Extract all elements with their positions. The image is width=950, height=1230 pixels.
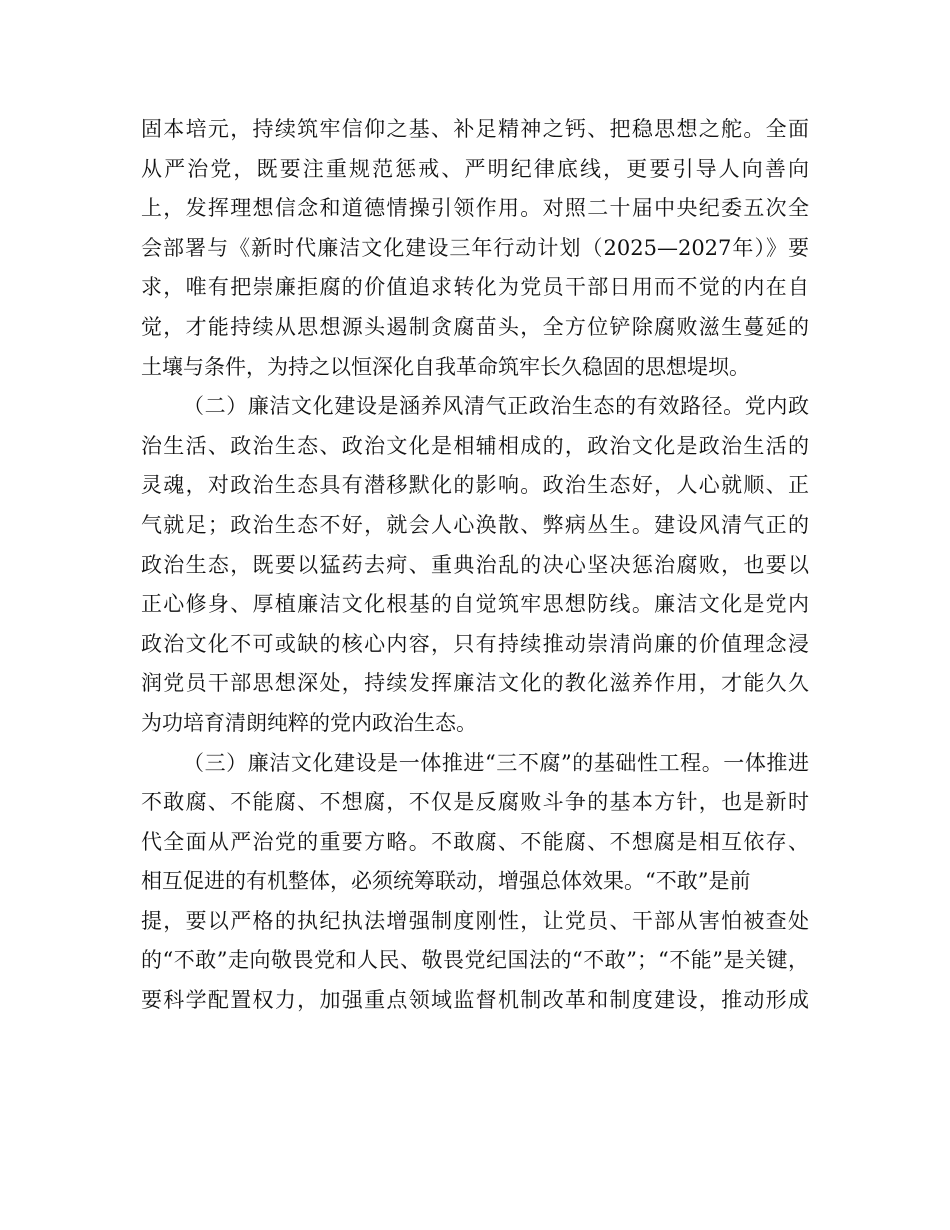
text-line: 提，要以严格的执纪执法增强制度刚性，让党员、干部从害怕被查处 [141,908,809,933]
text-line: 土壤与条件，为持之以恒深化自我革命筑牢长久稳固的思想堤坝。 [141,354,750,379]
text-line: 会部署与《新时代廉洁文化建设三年行动计划（2025—2027年）》要 [141,235,809,260]
text-line: 不敢腐、不能腐、不想腐，不仅是反腐败斗争的基本方针，也是新时 [141,790,809,815]
text-line: 求，唯有把崇廉拒腐的价值追求转化为党员干部日用而不觉的内在自 [141,275,809,300]
text-line: 上，发挥理想信念和道德情操引领作用。对照二十届中央纪委五次全 [141,196,809,221]
text-line: 固本培元，持续筑牢信仰之基、补足精神之钙、把稳思想之舵。全面 [141,117,809,141]
text-line: 灵魂，对政治生态具有潜移默化的影响。政治生态好，人心就顺、正 [141,473,809,498]
section-heading-line: （二）廉洁文化建设是涵养风清气正政治生态的有效路径。党内政 [183,394,809,419]
text-line: 政治文化不可或缺的核心内容，只有持续推动崇清尚廉的价值理念浸 [141,631,809,656]
text-line: 的“不敢”走向敬畏党和人民、敬畏党纪国法的“不敢”；“不能”是关键， [141,948,809,973]
document-body [141,110,809,1021]
text-line: 治生活、政治生态、政治文化是相辅相成的，政治文化是政治生活的 [141,433,809,458]
text-line: 正心修身、厚植廉洁文化根基的自觉筑牢思想防线。廉洁文化是党内 [141,592,809,617]
text-line: 从严治党，既要注重规范惩戒、严明纪律底线，更要引导人向善向 [141,156,809,181]
text-line: 气就足；政治生态不好，就会人心涣散、弊病丛生。建设风清气正的 [141,512,809,537]
text-line: 要科学配置权力，加强重点领域监督机制改革和制度建设，推动形成 [141,988,809,1013]
text-line: 政治生态，既要以猛药去疴、重典治乱的决心坚决惩治腐败，也要以 [141,552,809,577]
text-line: 觉，才能持续从思想源头遏制贪腐苗头，全方位铲除腐败滋生蔓延的 [141,314,809,339]
text-line: 为功培育清朗纯粹的党内政治生态。 [141,710,477,735]
text-line: 润党员干部思想深处，持续发挥廉洁文化的教化滋养作用，才能久久 [141,671,809,696]
text-line: 相互促进的有机整体，必须统筹联动，增强总体效果。“不敢”是前 [141,869,751,894]
text-line: 代全面从严治党的重要方略。不敢腐、不能腐、不想腐是相互依存、 [141,829,809,854]
section-heading-line: （三）廉洁文化建设是一体推进“三不腐”的基础性工程。一体推进 [183,750,809,775]
